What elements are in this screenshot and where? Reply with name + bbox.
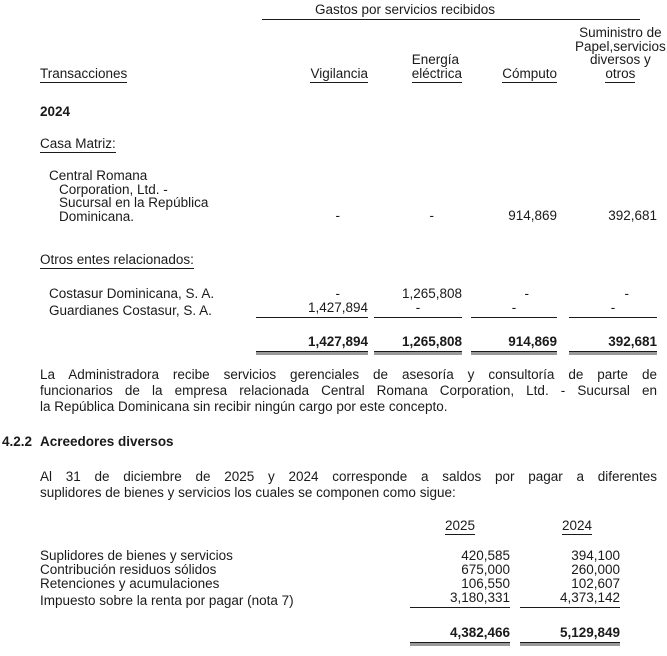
table-row-guardianes [40, 301, 657, 318]
value-otros: - [624, 286, 630, 301]
paragraph-line: la República Dominicana sin recibir ningún cargo por este concepto. [40, 399, 448, 414]
row-label: Suplidores de bienes y servicios [40, 548, 233, 563]
value-computo: - [524, 286, 529, 301]
value-2024: 394,100 [571, 548, 620, 563]
creditors-table [40, 519, 620, 643]
table-row-contribucion [40, 563, 620, 577]
total-2024: 5,129,849 [520, 626, 620, 643]
row-label: Retenciones y acumulaciones [40, 576, 220, 591]
col-header-transacciones: Transacciones [40, 66, 128, 81]
value-vigilancia: 1,427,894 [256, 301, 368, 318]
table-row-costasur [40, 287, 657, 301]
section-otros-entes-row [40, 253, 657, 267]
totals-row [40, 626, 620, 643]
paragraph-services [40, 367, 657, 415]
total-2025: 4,382,466 [410, 626, 510, 643]
paragraph-line: funcionarios de la empresa relacionada Central Romana Corporation, Ltd. - Sucursal en [40, 383, 657, 398]
table-row-central-romana [40, 169, 657, 223]
paragraph-line: Al 31 de diciembre de 2025 y 2024 corresponde a saldos por pagar a diferentes [40, 469, 657, 484]
group-header-title: Gastos por servicios recibidos [314, 2, 496, 17]
table-row-impuesto [40, 591, 620, 608]
section-casa-matriz-label: Casa Matriz: [40, 136, 116, 151]
value-computo: 914,869 [508, 208, 557, 223]
row-label: Central Romana Corporation, Ltd. - Sucursal en la República Dominicana. [49, 168, 209, 224]
year-row [40, 105, 657, 119]
section-number: 4.2.2 [2, 434, 33, 449]
total-otros: 392,681 [569, 335, 657, 352]
col-header-energia-electrica: Energía eléctrica [411, 52, 462, 82]
paragraph-line: suplidores de bienes y servicios los cuales se componen como sigue: [40, 485, 456, 500]
row-label: Impuesto sobre la renta por pagar (nota 7) [40, 593, 294, 608]
value-otros: 392,681 [608, 208, 658, 223]
row-label: Guardianes Costasur, S. A. [49, 303, 212, 318]
total-vigilancia: 1,427,894 [256, 335, 368, 352]
col-header-vigilancia: Vigilancia [310, 66, 368, 81]
value-vigilancia: - [335, 286, 340, 301]
col-header-suministros-otros: Suministro de Papel,servicios diversos y otros [575, 24, 666, 82]
table-row-suplidores [40, 549, 620, 563]
totals-row [40, 335, 657, 352]
total-computo: 914,869 [471, 335, 557, 352]
col-header-2024: 2024 [561, 518, 593, 533]
value-2024: 4,373,142 [520, 591, 620, 608]
row-label: Contribución residuos sólidos [40, 562, 217, 577]
group-header-rule [262, 3, 640, 20]
paragraph-creditors [40, 469, 657, 501]
value-2025: 420,585 [461, 548, 510, 563]
col-header-2025: 2025 [444, 518, 476, 533]
value-2025: 106,550 [461, 576, 510, 591]
table-row-retenciones [40, 577, 620, 591]
section-casa-matriz-row [40, 137, 657, 151]
section-title: Acreedores diversos [40, 434, 174, 449]
value-otros: - [569, 301, 657, 318]
empty-cell [40, 3, 245, 20]
paragraph-line: La Administradora recibe servicios gerenciales de asesoría y consultoría de parte de [40, 367, 657, 382]
value-2025: 675,000 [461, 562, 510, 577]
value-2024: 102,607 [571, 576, 620, 591]
section-otros-entes-label: Otros entes relacionados: [40, 252, 194, 267]
value-computo: - [471, 301, 557, 318]
year-label: 2024 [40, 104, 71, 119]
value-2024: 260,000 [571, 562, 620, 577]
value-energia: - [429, 208, 434, 223]
section-heading [2, 434, 667, 449]
value-energia: - [374, 301, 462, 318]
expenses-by-service-table [40, 2, 666, 352]
group-header-row [40, 3, 657, 20]
value-energia: 1,265,808 [401, 286, 462, 301]
col-header-computo: Cómputo [502, 66, 557, 81]
total-energia: 1,265,808 [374, 335, 462, 352]
year-header-row [40, 519, 620, 533]
row-label: Costasur Dominicana, S. A. [49, 286, 215, 301]
column-header-row [40, 20, 657, 81]
value-vigilancia: - [335, 208, 340, 223]
value-2025: 3,180,331 [410, 591, 510, 608]
